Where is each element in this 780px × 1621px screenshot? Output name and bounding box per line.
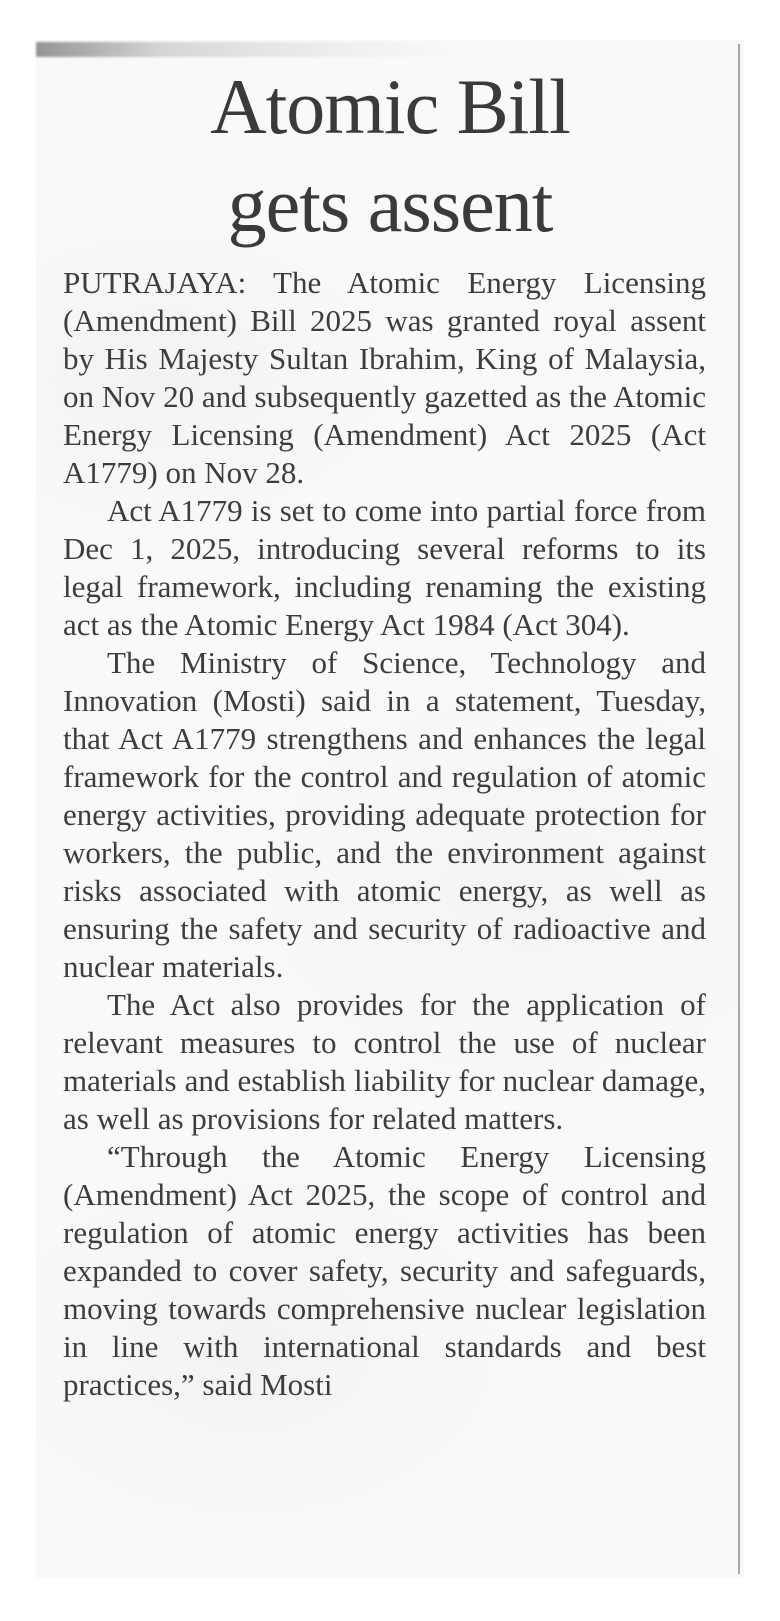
scan-artifact-streak xyxy=(36,42,456,57)
article-body xyxy=(36,264,744,1404)
headline-line-1: Atomic Bill xyxy=(210,63,570,150)
newspaper-clipping xyxy=(36,40,744,1578)
paragraph-lede: PUTRAJAYA: The Atomic Energy Licensing (Amendment) Bill 2025 was granted royal assent by His Majesty Sultan Ibrahim, King of Malaysia, on Nov 20 and subsequently gazetted as the Atomic Energy Licensing (Amendment) Act 2025 (Act A1779) on Nov 28. xyxy=(63,265,706,490)
paragraph-2: Act A1779 is set to come into partial force from Dec 1, 2025, introducing several reforms to its legal framework, including renaming the existing act as the Atomic Energy Act 1984 (Act 304). xyxy=(63,493,706,642)
headline xyxy=(36,40,744,254)
paragraph-4: The Act also provides for the application of relevant measures to control the use of nuclear materials and establish liability for nuclear damage, as well as provisions for related matters. xyxy=(63,987,706,1136)
headline-line-2: gets assent xyxy=(227,161,553,248)
column-rule xyxy=(738,44,740,1574)
paragraph-quote: “Through the Atomic Energy Licensing (Amendment) Act 2025, the scope of control and regulation of atomic energy activities has been expanded to cover safety, security and safeguards, moving towards comprehensive nuclear legislation in line with international standards and best practices,” said Mosti xyxy=(63,1139,706,1402)
paragraph-3: The Ministry of Science, Technology and Innovation (Mosti) said in a statement, Tuesday, that Act A1779 strengthens and enhances the legal framework for the control and regulation of atomic energy activities, providing adequate protection for workers, the public, and the environment against risks associated with atomic energy, as well as ensuring the safety and security of radioactive and nuclear materials. xyxy=(63,645,706,984)
